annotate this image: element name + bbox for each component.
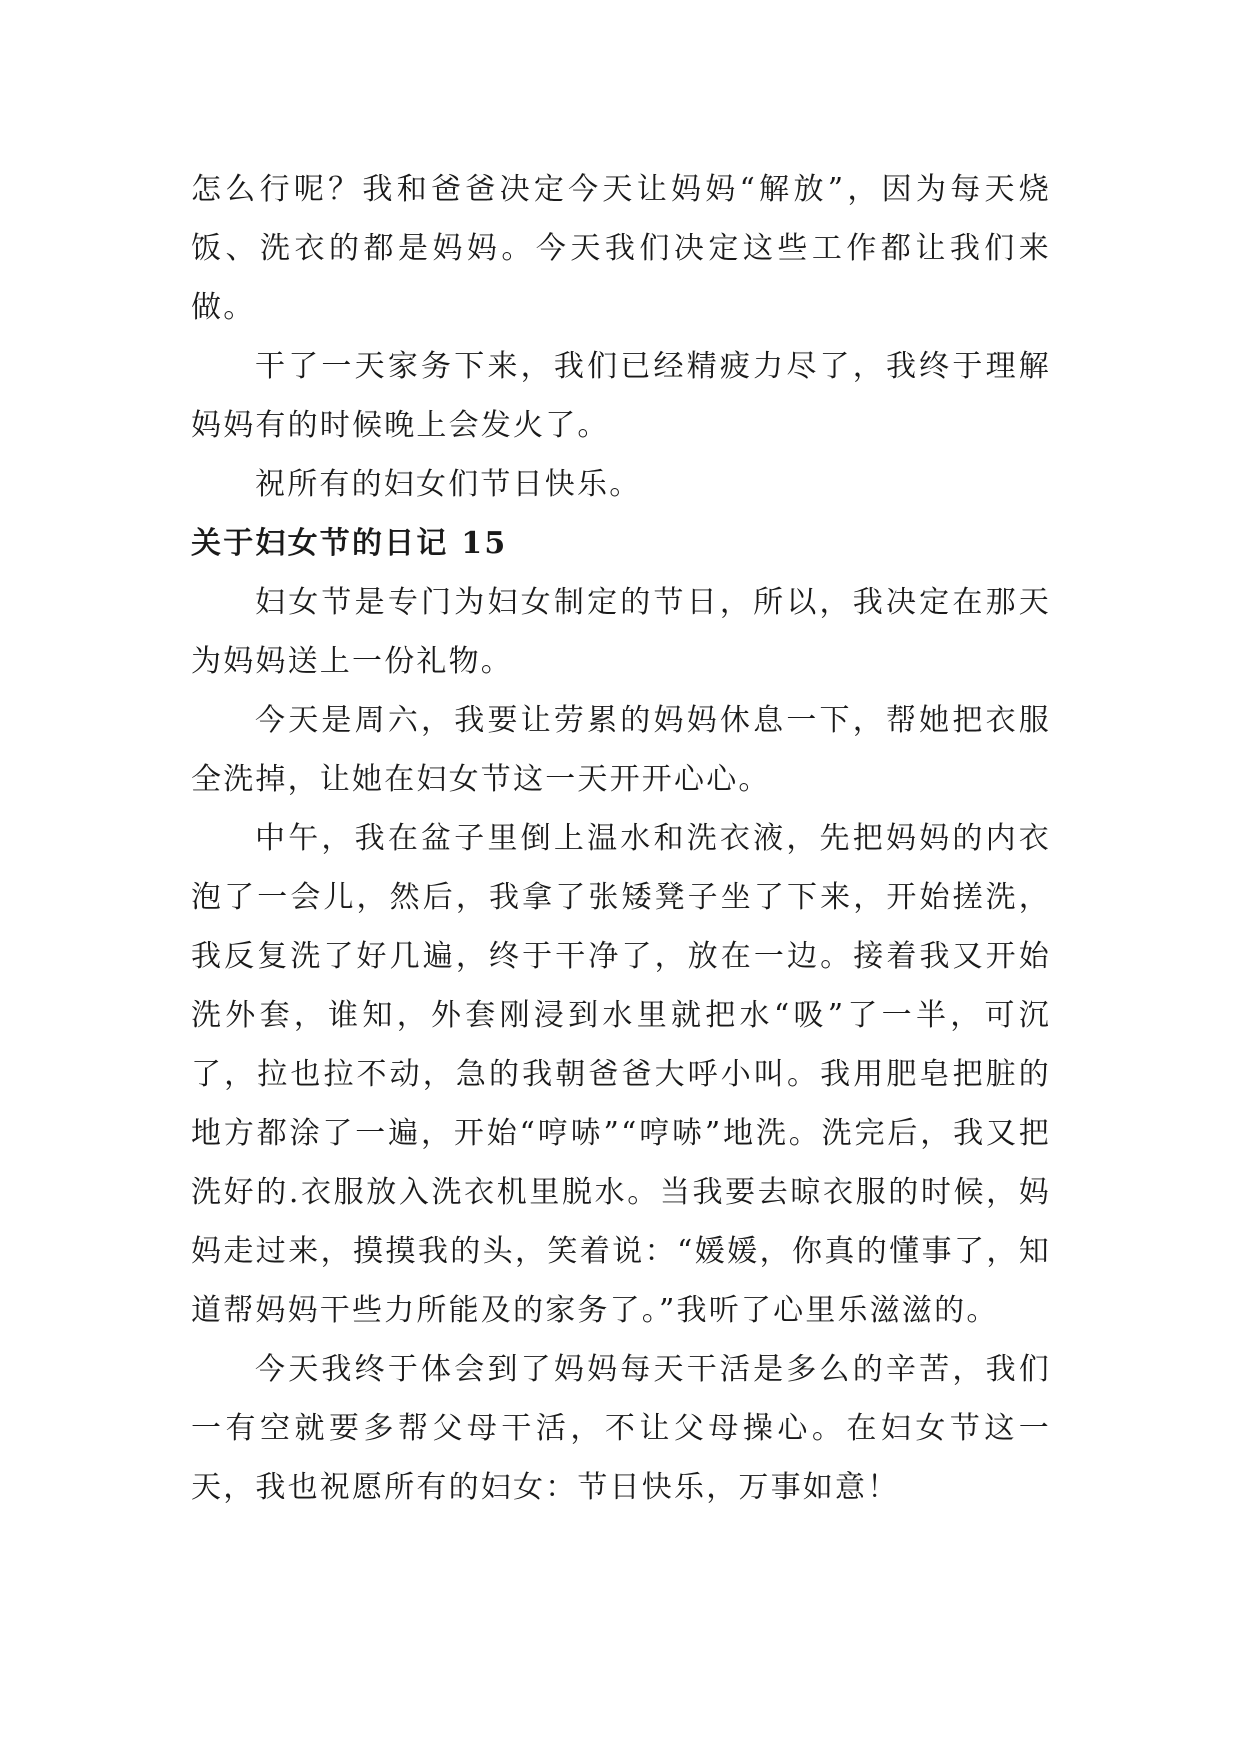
section-heading: 关于妇女节的日记 15 [191, 526, 508, 561]
document-page [191, 160, 1051, 1517]
paragraph: 今天是周六，我要让劳累的妈妈休息一下，帮她把衣服全洗掉，让她在妇女节这一天开开心心。 [191, 703, 1051, 797]
paragraph: 祝所有的妇女们节日快乐。 [255, 467, 642, 502]
paragraph: 干了一天家务下来，我们已经精疲力尽了，我终于理解妈妈有的时候晚上会发火了。 [191, 349, 1051, 443]
paragraph: 今天我终于体会到了妈妈每天干活是多么的辛苦，我们一有空就要多帮父母干活，不让父母操心。在妇女节这一天，我也祝愿所有的妇女：节日快乐，万事如意！ [191, 1352, 1051, 1505]
paragraph-continued: 怎么行呢？我和爸爸决定今天让妈妈“解放”，因为每天烧饭、洗衣的都是妈妈。今天我们决定这些工作都让我们来做。 [191, 172, 1051, 325]
paragraph: 妇女节是专门为妇女制定的节日，所以，我决定在那天为妈妈送上一份礼物。 [191, 585, 1051, 679]
paragraph: 中午，我在盆子里倒上温水和洗衣液，先把妈妈的内衣泡了一会儿，然后，我拿了张矮凳子坐了下来，开始搓洗，我反复洗了好几遍，终于干净了，放在一边。接着我又开始洗外套，谁知，外套刚浸到水里就把水“吸”了一半，可沉了，拉也拉不动，急的我朝爸爸大呼小叫。我用肥皂把脏的地方都涂了一遍，开始“哼哧”“哼哧”地洗。洗完后，我又把洗好的.衣服放入洗衣机里脱水。当我要去晾衣服的时候，妈妈走过来，摸摸我的头，笑着说：“媛媛，你真的懂事了，知道帮妈妈干些力所能及的家务了。”我听了心里乐滋滋的。 [191, 821, 1051, 1328]
